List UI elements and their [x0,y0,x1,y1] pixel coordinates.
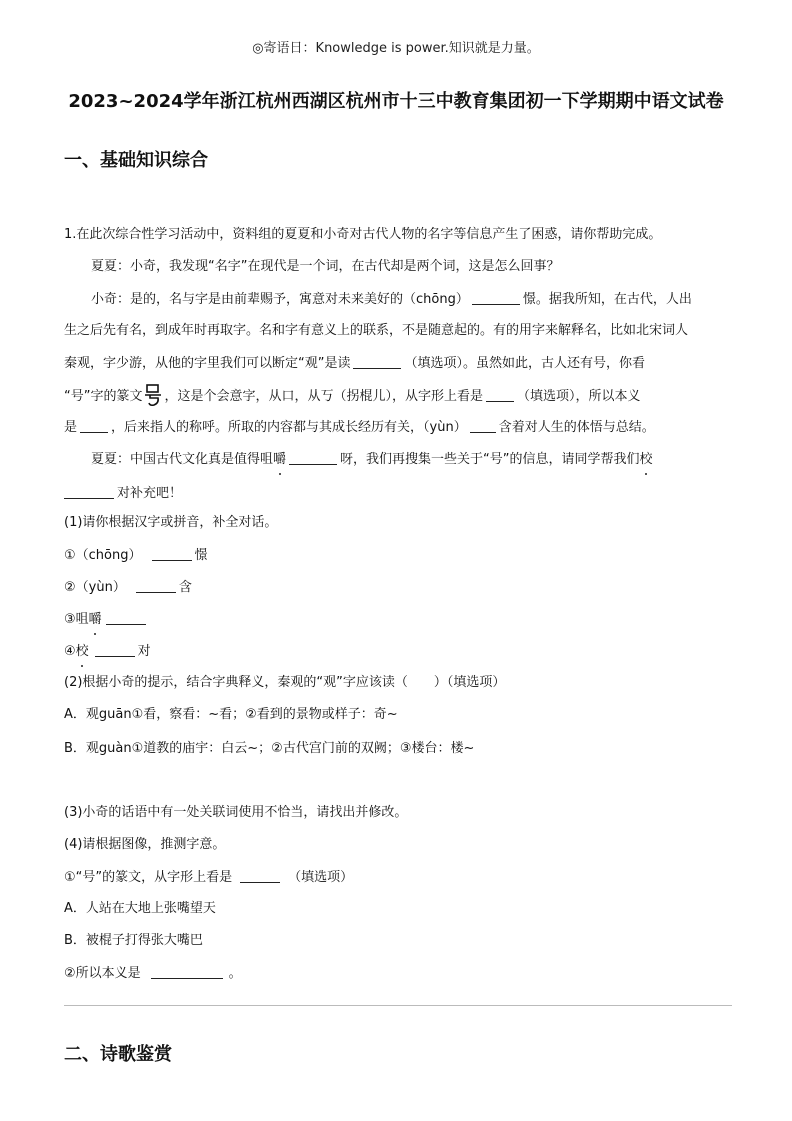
sub-question-1-item-1 [64,546,208,565]
dotted-char: 嚼 [273,452,287,467]
answer-blank[interactable] [486,387,514,402]
answer-blank[interactable] [240,868,280,883]
motto-header: ◎寄语日：Knowledge is power.知识就是力量。 [252,41,540,56]
text: ，后来指人的称呼。所取的内容都与其成长经历有关，（yùn） [111,420,467,435]
answer-blank[interactable] [151,964,223,979]
text: ，这是个会意字，从口，从丂（拐棍儿），从字形上看是 [164,389,483,404]
text: ②所以本义是 [64,966,141,981]
dialogue-xiaoqi-line-4 [64,384,641,408]
dialogue-xiaoqi-line-1 [91,290,692,309]
answer-blank[interactable] [136,578,176,593]
exam-title: 2023~2024学年浙江杭州西湖区杭州市十三中教育集团初一下学期期中语文试卷 [68,91,724,112]
text: ③咀 [64,612,89,627]
text: “号”字的篆文 [64,389,143,404]
answer-blank[interactable] [152,546,192,561]
dialogue-xiaoqi-line-5 [64,418,655,437]
answer-blank[interactable] [289,450,337,465]
dialogue-xiaoqi-line-3 [64,354,645,373]
sub-question-1-item-3 [64,610,146,629]
section-2-heading: 二、诗歌鉴赏 [64,1044,172,1065]
answer-blank[interactable] [64,484,114,499]
text: 。 [228,966,242,981]
hao-seal-script-icon [144,384,162,408]
sub-question-4-item-1 [64,868,353,887]
text: 对补充吧！ [117,486,183,501]
text: （填选项），所以本义 [517,389,641,404]
dotted-char: 校 [639,452,653,467]
sub-question-1-item-4 [64,642,151,661]
text: 含着对人生的体悟与总结。 [498,420,655,435]
text: 对 [137,644,151,659]
sub-question-1: (1)请你根据汉字或拼音，补全对话。 [64,515,278,530]
text: 小奇：是的，名与字是由前辈赐予，寓意对未来美好的（chōng） [91,292,469,307]
sub-question-4-item-2 [64,964,242,983]
text: ①“号”的篆文，从字形上看是 [64,870,233,885]
answer-blank[interactable] [353,354,401,369]
dotted-char: 嚼 [88,612,102,627]
dialogue-xiaxia-2 [91,450,653,469]
sub-question-4: (4)请根据图像，推测字意。 [64,837,226,852]
option-b: B．被棍子打得张大嘴巴 [64,933,203,948]
answer-blank[interactable] [95,642,135,657]
dialogue-xiaxia-2-line-2 [64,484,182,503]
sub-question-1-item-2 [64,578,192,597]
text: ①（chōng） [64,548,142,563]
sub-question-3: (3)小奇的话语中有一处关联词使用不恰当，请找出并修改。 [64,805,408,820]
section-1-heading: 一、基础知识综合 [64,150,208,171]
text: （填选项） [288,870,354,885]
answer-blank[interactable] [470,418,496,433]
text: 含 [178,580,192,595]
text: 呀，我们再搜集一些关于“号”的信息，请同学帮我们 [340,452,640,467]
option-a: A．人站在大地上张嘴望天 [64,901,216,916]
dotted-char: 校 [75,644,89,659]
answer-blank[interactable] [472,290,520,305]
answer-blank[interactable] [80,418,108,433]
question-1-intro: 1.在此次综合性学习活动中，资料组的夏夏和小奇对古代人物的名字等信息产生了困惑，请你帮助完成。 [64,227,662,242]
text: （填选项）。虽然如此，古人还有号，你看 [404,356,645,371]
section-divider [64,1005,732,1006]
text: 憬 [194,548,208,563]
text: 夏夏：中国古代文化真是值得咀 [91,452,274,467]
dialogue-xiaoqi-line-2: 生之后先有名，到成年时再取字。名和字有意义上的联系，不是随意起的。有的用字来解释名，比如北宋词人 [64,323,689,338]
sub-question-2: (2)根据小奇的提示，结合字典释义，秦观的“观”字应该读（ ）（填选项） [64,675,506,690]
text: ④ [64,644,76,659]
dialogue-xiaxia-1: 夏夏：小奇，我发现“名字”在现代是一个词，在古代却是两个词，这是怎么回事？ [91,259,560,274]
text: ②（yùn） [64,580,126,595]
answer-blank[interactable] [106,610,146,625]
text: 是 [64,420,78,435]
text: 秦观，字少游，从他的字里我们可以断定“观”是读 [64,356,351,371]
option-b: B．观guàn①道教的庙宇：白云~；②古代宫门前的双阙；③楼台：楼~ [64,741,475,756]
text: 憬。据我所知，在古代，人出 [522,292,692,307]
option-a: A．观guān①看，察看：~看；②看到的景物或样子：奇~ [64,707,398,722]
